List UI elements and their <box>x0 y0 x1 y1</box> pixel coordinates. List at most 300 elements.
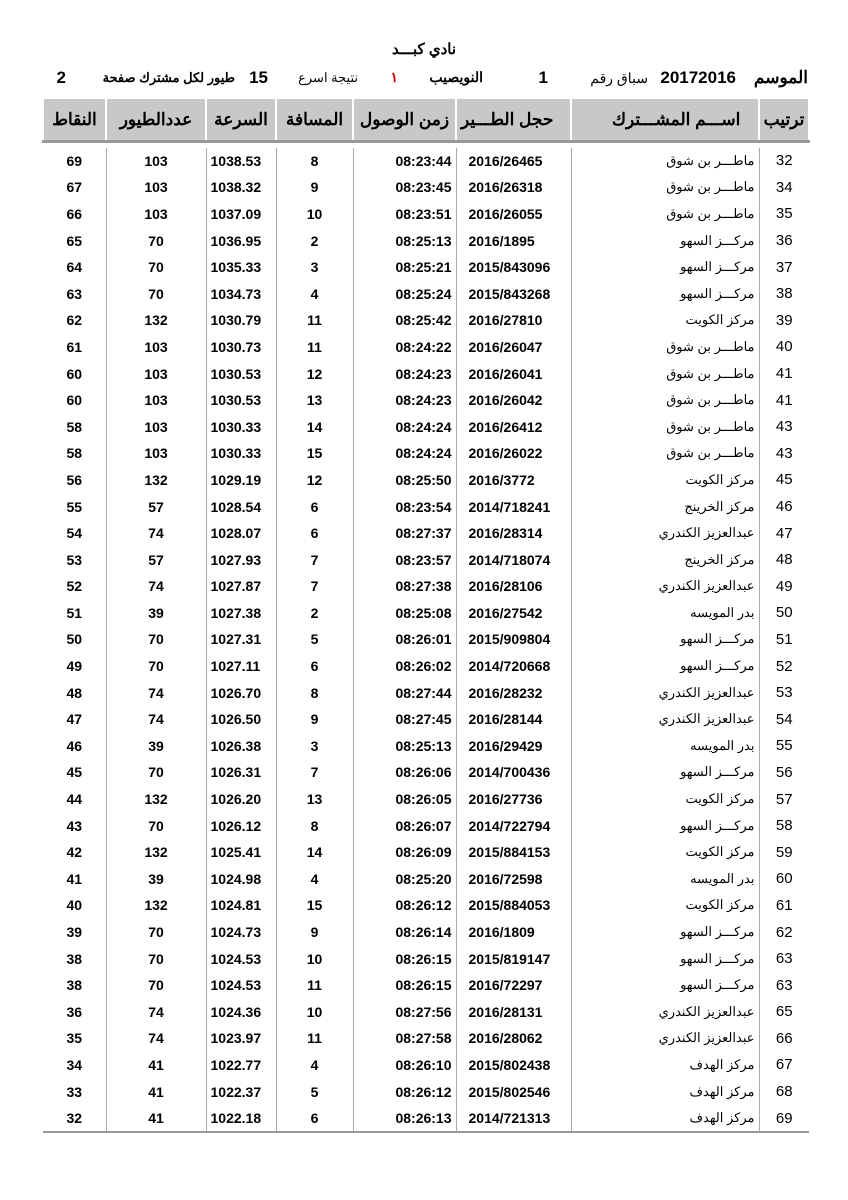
season-label: الموسم <box>753 68 808 87</box>
cell-name: ماطـــر بن شوق <box>571 387 759 414</box>
cell-time: 08:24:23 <box>353 387 456 414</box>
cell-points: 32 <box>66 1110 83 1127</box>
cell-ring: 2015/843096 <box>456 254 571 281</box>
cell-distance: 4 <box>276 280 353 307</box>
cell-points: 64 <box>66 259 83 276</box>
page-label: طيور لكل مشترك صفحة <box>102 70 235 85</box>
cell-name: ماطـــر بن شوق <box>571 334 759 361</box>
cell-rank: 45 <box>759 467 809 494</box>
cell-speed: 1023.97 <box>206 1025 276 1052</box>
cell-ring: 2016/26041 <box>456 360 571 387</box>
table-row <box>43 280 809 307</box>
cell-distance: 10 <box>276 999 353 1026</box>
cell-speed: 1026.38 <box>206 733 276 760</box>
cell-birds: 70 <box>106 254 206 281</box>
cell-speed: 1026.50 <box>206 706 276 733</box>
cell-time: 08:27:58 <box>353 1025 456 1052</box>
table-row <box>43 706 809 733</box>
race-label: سباق رقم <box>590 70 648 86</box>
cell-time: 08:23:57 <box>353 546 456 573</box>
cell-birds: 132 <box>106 892 206 919</box>
cell-speed: 1027.11 <box>206 653 276 680</box>
cell-distance: 8 <box>276 148 353 175</box>
cell-distance: 11 <box>276 307 353 334</box>
cell-speed: 1030.53 <box>206 360 276 387</box>
cell-rank: 46 <box>759 493 809 520</box>
cell-time: 08:24:23 <box>353 360 456 387</box>
cell-time: 08:23:44 <box>353 148 456 175</box>
cell-rank: 60 <box>759 866 809 893</box>
table-row <box>43 759 809 786</box>
cell-ring: 2015/843268 <box>456 280 571 307</box>
table-row <box>43 1078 809 1105</box>
table-row <box>43 972 809 999</box>
cell-birds: 74 <box>106 1025 206 1052</box>
cell-rank: 36 <box>759 227 809 254</box>
cell-name: مركز الهدف <box>571 1105 759 1133</box>
cell-distance: 7 <box>276 573 353 600</box>
cell-time: 08:27:45 <box>353 706 456 733</box>
cell-name: مركز الخرينج <box>571 493 759 520</box>
cell-birds: 132 <box>106 467 206 494</box>
cell-distance: 9 <box>276 174 353 201</box>
table-row <box>43 892 809 919</box>
cell-speed: 1025.41 <box>206 839 276 866</box>
cell-points: 49 <box>66 658 83 675</box>
cell-time: 08:26:15 <box>353 945 456 972</box>
cell-distance: 6 <box>276 493 353 520</box>
cell-points: 61 <box>66 338 83 355</box>
cell-ring: 2016/28106 <box>456 573 571 600</box>
cell-ring: 2016/28062 <box>456 1025 571 1052</box>
cell-distance: 12 <box>276 467 353 494</box>
cell-birds: 132 <box>106 307 206 334</box>
cell-birds: 103 <box>106 148 206 175</box>
cell-birds: 74 <box>106 706 206 733</box>
cell-time: 08:25:08 <box>353 600 456 627</box>
cell-rank: 51 <box>759 626 809 653</box>
col-rank: ترتيب <box>759 98 809 142</box>
cell-distance: 6 <box>276 653 353 680</box>
cell-time: 08:25:20 <box>353 866 456 893</box>
cell-distance: 6 <box>276 520 353 547</box>
cell-distance: 5 <box>276 626 353 653</box>
cell-ring: 2016/26047 <box>456 334 571 361</box>
cell-ring: 2016/29429 <box>456 733 571 760</box>
table-row <box>43 945 809 972</box>
cell-rank: 63 <box>759 945 809 972</box>
cell-rank: 43 <box>759 413 809 440</box>
cell-birds: 39 <box>106 866 206 893</box>
cell-ring: 2016/1895 <box>456 227 571 254</box>
cell-rank: 62 <box>759 919 809 946</box>
cell-points: 48 <box>66 684 83 701</box>
cell-points: 52 <box>66 578 83 595</box>
cell-birds: 132 <box>106 786 206 813</box>
cell-time: 08:24:24 <box>353 413 456 440</box>
fastest-value: 15 <box>249 68 268 87</box>
cell-birds: 103 <box>106 201 206 228</box>
cell-birds: 70 <box>106 280 206 307</box>
cell-birds: 132 <box>106 839 206 866</box>
cell-time: 08:26:13 <box>353 1105 456 1133</box>
cell-birds: 39 <box>106 733 206 760</box>
cell-name: مركـــز السهو <box>571 812 759 839</box>
table-row <box>43 1025 809 1052</box>
cell-ring: 2016/26022 <box>456 440 571 467</box>
club-title: نادي كبـــد <box>391 41 457 58</box>
cell-ring: 2016/28144 <box>456 706 571 733</box>
cell-speed: 1035.33 <box>206 254 276 281</box>
cell-ring: 2016/72598 <box>456 866 571 893</box>
cell-speed: 1027.38 <box>206 600 276 627</box>
col-birds: عددالطيور <box>106 98 206 142</box>
cell-time: 08:26:01 <box>353 626 456 653</box>
cell-rank: 56 <box>759 759 809 786</box>
cell-ring: 2016/26055 <box>456 201 571 228</box>
cell-points: 51 <box>66 604 83 621</box>
cell-speed: 1038.53 <box>206 148 276 175</box>
cell-name: ماطـــر بن شوق <box>571 174 759 201</box>
cell-time: 08:26:15 <box>353 972 456 999</box>
cell-points: 56 <box>66 471 83 488</box>
table-row <box>43 786 809 813</box>
cell-time: 08:26:10 <box>353 1052 456 1079</box>
cell-speed: 1027.31 <box>206 626 276 653</box>
table-row <box>43 1052 809 1079</box>
cell-ring: 2016/28314 <box>456 520 571 547</box>
cell-rank: 40 <box>759 334 809 361</box>
cell-time: 08:26:14 <box>353 919 456 946</box>
cell-ring: 2016/3772 <box>456 467 571 494</box>
cell-time: 08:25:21 <box>353 254 456 281</box>
cell-time: 08:25:24 <box>353 280 456 307</box>
cell-birds: 74 <box>106 999 206 1026</box>
cell-time: 08:25:13 <box>353 733 456 760</box>
cell-rank: 41 <box>759 387 809 414</box>
cell-time: 08:26:07 <box>353 812 456 839</box>
cell-birds: 74 <box>106 520 206 547</box>
cell-ring: 2014/720668 <box>456 653 571 680</box>
cell-time: 08:23:45 <box>353 174 456 201</box>
cell-name: مركز الهدف <box>571 1052 759 1079</box>
table-body <box>43 142 809 1133</box>
cell-rank: 55 <box>759 733 809 760</box>
cell-birds: 103 <box>106 413 206 440</box>
cell-name: ماطـــر بن شوق <box>571 201 759 228</box>
cell-speed: 1026.70 <box>206 679 276 706</box>
cell-name: عبدالعزيز الكندري <box>571 999 759 1026</box>
cell-birds: 103 <box>106 387 206 414</box>
cell-points: 46 <box>66 737 83 754</box>
cell-name: عبدالعزيز الكندري <box>571 520 759 547</box>
cell-time: 08:25:42 <box>353 307 456 334</box>
cell-distance: 4 <box>276 1052 353 1079</box>
cell-speed: 1030.73 <box>206 334 276 361</box>
table-row <box>43 307 809 334</box>
cell-speed: 1024.98 <box>206 866 276 893</box>
cell-name: ماطـــر بن شوق <box>571 413 759 440</box>
location: النويصيب <box>429 69 483 85</box>
cell-distance: 10 <box>276 945 353 972</box>
cell-time: 08:24:24 <box>353 440 456 467</box>
cell-time: 08:26:09 <box>353 839 456 866</box>
cell-distance: 11 <box>276 334 353 361</box>
cell-ring: 2015/884053 <box>456 892 571 919</box>
cell-points: 69 <box>66 152 83 169</box>
col-speed: السرعة <box>206 98 276 142</box>
cell-speed: 1030.79 <box>206 307 276 334</box>
cell-rank: 59 <box>759 839 809 866</box>
table-row <box>43 467 809 494</box>
cell-time: 08:25:50 <box>353 467 456 494</box>
cell-speed: 1022.77 <box>206 1052 276 1079</box>
cell-points: 44 <box>66 791 83 808</box>
cell-speed: 1027.87 <box>206 573 276 600</box>
table-row <box>43 413 809 440</box>
table-row <box>43 866 809 893</box>
cell-distance: 11 <box>276 1025 353 1052</box>
cell-speed: 1036.95 <box>206 227 276 254</box>
cell-name: مركـــز السهو <box>571 972 759 999</box>
cell-distance: 9 <box>276 919 353 946</box>
cell-points: 53 <box>66 551 83 568</box>
table-row <box>43 360 809 387</box>
cell-ring: 2016/72297 <box>456 972 571 999</box>
cell-speed: 1026.31 <box>206 759 276 786</box>
cell-time: 08:26:12 <box>353 1078 456 1105</box>
cell-speed: 1030.33 <box>206 440 276 467</box>
cell-points: 50 <box>66 631 83 648</box>
table-row <box>43 999 809 1026</box>
cell-name: عبدالعزيز الكندري <box>571 573 759 600</box>
cell-distance: 11 <box>276 972 353 999</box>
cell-speed: 1026.20 <box>206 786 276 813</box>
cell-distance: 13 <box>276 786 353 813</box>
cell-speed: 1024.53 <box>206 972 276 999</box>
location-number: ١ <box>390 69 398 85</box>
table-row <box>43 493 809 520</box>
table-row <box>43 733 809 760</box>
cell-rank: 43 <box>759 440 809 467</box>
cell-rank: 48 <box>759 546 809 573</box>
cell-rank: 32 <box>759 148 809 175</box>
cell-points: 54 <box>66 525 83 542</box>
cell-points: 42 <box>66 844 83 861</box>
cell-birds: 70 <box>106 812 206 839</box>
cell-name: بدر المويسه <box>571 600 759 627</box>
cell-time: 08:26:02 <box>353 653 456 680</box>
cell-birds: 57 <box>106 546 206 573</box>
cell-points: 38 <box>66 977 83 994</box>
cell-birds: 70 <box>106 227 206 254</box>
cell-birds: 70 <box>106 626 206 653</box>
table-row <box>43 679 809 706</box>
race-info <box>48 68 808 92</box>
cell-distance: 15 <box>276 892 353 919</box>
cell-points: 67 <box>66 179 83 196</box>
cell-rank: 52 <box>759 653 809 680</box>
cell-ring: 2016/26412 <box>456 413 571 440</box>
cell-rank: 69 <box>759 1105 809 1133</box>
table-row <box>43 839 809 866</box>
cell-name: مركز الكويت <box>571 892 759 919</box>
cell-ring: 2016/27736 <box>456 786 571 813</box>
col-points: النقاط <box>43 98 106 142</box>
cell-time: 08:27:56 <box>353 999 456 1026</box>
cell-birds: 41 <box>106 1052 206 1079</box>
cell-distance: 8 <box>276 812 353 839</box>
cell-ring: 2016/26042 <box>456 387 571 414</box>
cell-rank: 49 <box>759 573 809 600</box>
table-row <box>43 919 809 946</box>
table-row <box>43 227 809 254</box>
cell-ring: 2015/884153 <box>456 839 571 866</box>
table-row <box>43 520 809 547</box>
cell-name: مركـــز السهو <box>571 626 759 653</box>
table-row <box>43 440 809 467</box>
cell-distance: 15 <box>276 440 353 467</box>
cell-name: عبدالعزيز الكندري <box>571 1025 759 1052</box>
cell-distance: 5 <box>276 1078 353 1105</box>
cell-distance: 10 <box>276 201 353 228</box>
cell-points: 38 <box>66 950 83 967</box>
cell-name: ماطـــر بن شوق <box>571 440 759 467</box>
cell-distance: 14 <box>276 839 353 866</box>
cell-speed: 1022.18 <box>206 1105 276 1133</box>
cell-distance: 2 <box>276 227 353 254</box>
cell-speed: 1024.73 <box>206 919 276 946</box>
cell-birds: 41 <box>106 1078 206 1105</box>
cell-name: مركـــز السهو <box>571 254 759 281</box>
cell-points: 63 <box>66 285 83 302</box>
cell-rank: 41 <box>759 360 809 387</box>
cell-name: مركـــز السهو <box>571 227 759 254</box>
cell-distance: 7 <box>276 546 353 573</box>
cell-rank: 47 <box>759 520 809 547</box>
cell-name: مركـــز السهو <box>571 919 759 946</box>
cell-time: 08:23:54 <box>353 493 456 520</box>
cell-birds: 74 <box>106 573 206 600</box>
cell-name: ماطـــر بن شوق <box>571 360 759 387</box>
table-row <box>43 254 809 281</box>
table-row <box>43 600 809 627</box>
cell-rank: 58 <box>759 812 809 839</box>
cell-distance: 14 <box>276 413 353 440</box>
cell-distance: 7 <box>276 759 353 786</box>
cell-rank: 34 <box>759 174 809 201</box>
cell-speed: 1029.19 <box>206 467 276 494</box>
season-value: 20172016 <box>660 68 736 87</box>
table-row <box>43 546 809 573</box>
cell-name: عبدالعزيز الكندري <box>571 706 759 733</box>
cell-name: مركز الكويت <box>571 307 759 334</box>
cell-points: 39 <box>66 924 83 941</box>
cell-points: 58 <box>66 418 83 435</box>
cell-speed: 1024.36 <box>206 999 276 1026</box>
cell-speed: 1030.33 <box>206 413 276 440</box>
cell-points: 36 <box>66 1003 83 1020</box>
cell-speed: 1038.32 <box>206 174 276 201</box>
cell-name: مركـــز السهو <box>571 759 759 786</box>
cell-ring: 2016/1809 <box>456 919 571 946</box>
cell-speed: 1030.53 <box>206 387 276 414</box>
cell-points: 47 <box>66 711 83 728</box>
cell-rank: 63 <box>759 972 809 999</box>
col-name: اســـم المشـــترك <box>571 98 759 142</box>
cell-birds: 70 <box>106 759 206 786</box>
cell-distance: 6 <box>276 1105 353 1133</box>
table-row <box>43 653 809 680</box>
cell-speed: 1028.54 <box>206 493 276 520</box>
cell-distance: 3 <box>276 733 353 760</box>
cell-name: مركـــز السهو <box>571 653 759 680</box>
cell-rank: 54 <box>759 706 809 733</box>
table-row <box>43 387 809 414</box>
cell-name: مركز الكويت <box>571 786 759 813</box>
cell-time: 08:26:05 <box>353 786 456 813</box>
cell-distance: 13 <box>276 387 353 414</box>
cell-time: 08:26:06 <box>353 759 456 786</box>
cell-time: 08:25:13 <box>353 227 456 254</box>
cell-birds: 70 <box>106 972 206 999</box>
cell-time: 08:24:22 <box>353 334 456 361</box>
cell-ring: 2014/722794 <box>456 812 571 839</box>
cell-birds: 103 <box>106 360 206 387</box>
cell-rank: 50 <box>759 600 809 627</box>
cell-birds: 70 <box>106 919 206 946</box>
cell-rank: 65 <box>759 999 809 1026</box>
cell-points: 55 <box>66 498 83 515</box>
cell-speed: 1026.12 <box>206 812 276 839</box>
cell-ring: 2015/802438 <box>456 1052 571 1079</box>
cell-name: بدر المويسه <box>571 733 759 760</box>
cell-name: مركز الهدف <box>571 1078 759 1105</box>
cell-name: مركـــز السهو <box>571 280 759 307</box>
cell-name: عبدالعزيز الكندري <box>571 679 759 706</box>
cell-birds: 39 <box>106 600 206 627</box>
table-row <box>43 201 809 228</box>
cell-rank: 37 <box>759 254 809 281</box>
race-number: 1 <box>538 68 548 87</box>
cell-rank: 57 <box>759 786 809 813</box>
cell-rank: 38 <box>759 280 809 307</box>
fastest-label: نتيجة اسرع <box>298 70 358 85</box>
cell-birds: 74 <box>106 679 206 706</box>
cell-speed: 1024.81 <box>206 892 276 919</box>
cell-speed: 1037.09 <box>206 201 276 228</box>
cell-name: بدر المويسه <box>571 866 759 893</box>
cell-ring: 2016/27542 <box>456 600 571 627</box>
cell-ring: 2016/28232 <box>456 679 571 706</box>
cell-name: مركز الكويت <box>571 467 759 494</box>
cell-name: مركز الكويت <box>571 839 759 866</box>
cell-birds: 70 <box>106 945 206 972</box>
cell-points: 40 <box>66 897 83 914</box>
cell-birds: 57 <box>106 493 206 520</box>
cell-birds: 103 <box>106 174 206 201</box>
table-header <box>43 98 809 142</box>
cell-speed: 1034.73 <box>206 280 276 307</box>
cell-points: 45 <box>66 764 83 781</box>
cell-ring: 2016/26465 <box>456 148 571 175</box>
cell-ring: 2015/819147 <box>456 945 571 972</box>
cell-birds: 70 <box>106 653 206 680</box>
col-ring: حجل الطـــير <box>456 98 571 142</box>
table-row <box>43 148 809 175</box>
cell-speed: 1024.53 <box>206 945 276 972</box>
cell-distance: 2 <box>276 600 353 627</box>
